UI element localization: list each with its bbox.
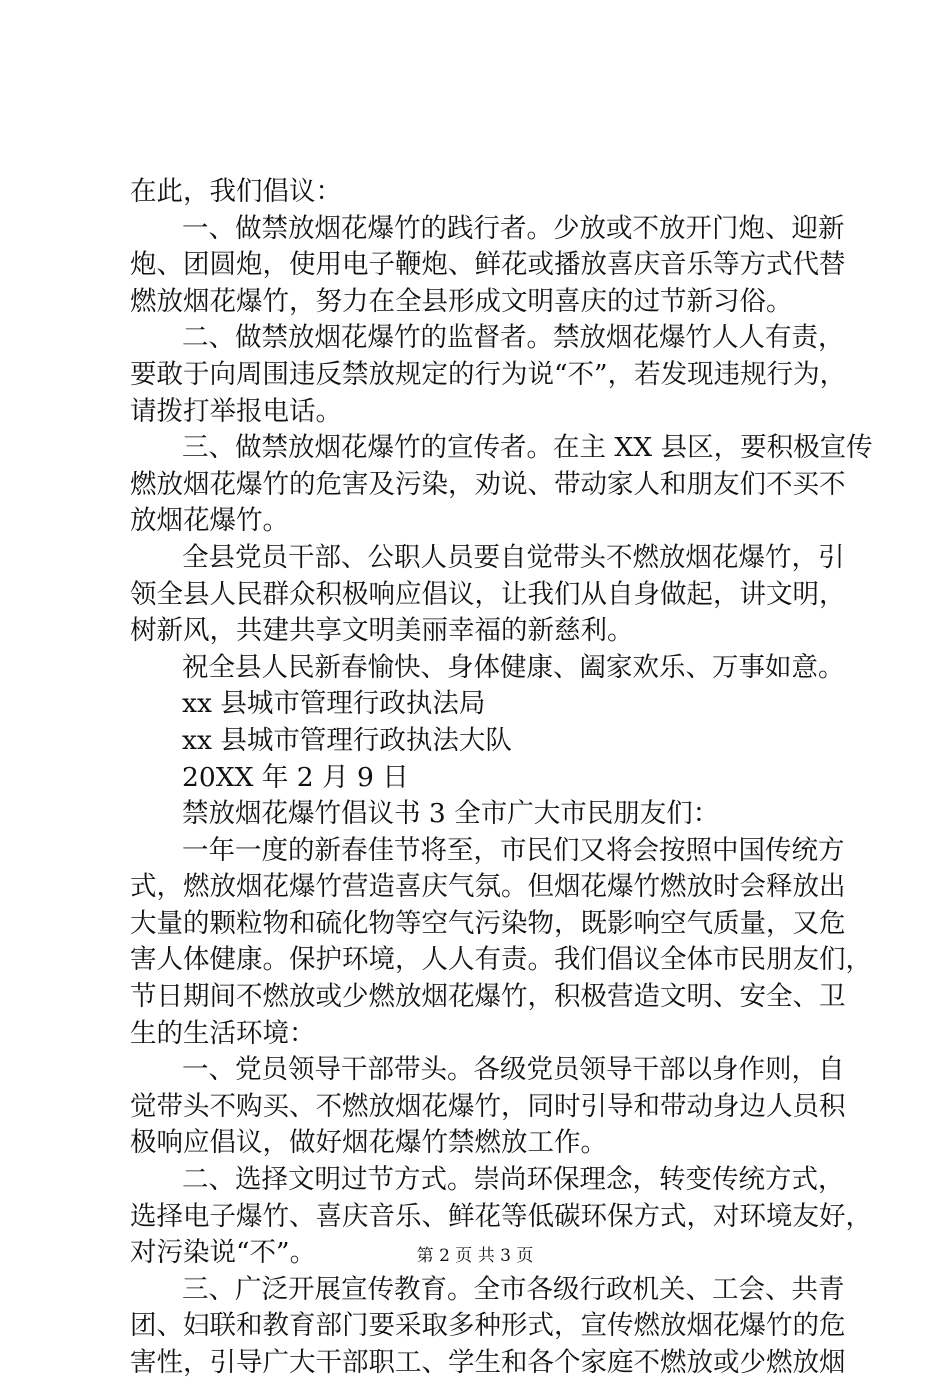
- document-body: [130, 174, 873, 1382]
- text-line: 禁放烟花爆竹倡议书 3 全市广大市民朋友们：: [182, 798, 720, 830]
- text-line: xx 县城市管理行政执法局: [182, 688, 486, 720]
- text-line: 害人体健康。保护环境，人人有责。我们倡议全体市民朋友们，: [130, 944, 872, 976]
- text-line: 燃放烟花爆竹的危害及污染，劝说、带动家人和朋友们不买不: [130, 468, 846, 500]
- text-line: 团、妇联和教育部门要采取多种形式，宣传燃放烟花爆竹的危: [130, 1310, 846, 1342]
- page-footer: 第 2 页 共 3 页: [416, 1246, 534, 1266]
- text-line: 二、做禁放烟花爆竹的监督者。禁放烟花爆竹人人有责，: [182, 322, 845, 354]
- text-line: 选择电子爆竹、喜庆音乐、鲜花等低碳环保方式，对环境友好，: [130, 1200, 872, 1232]
- text-line: 放烟花爆竹。: [130, 505, 289, 537]
- text-line: 一年一度的新春佳节将至，市民们又将会按照中国传统方: [182, 834, 845, 866]
- text-line: 觉带头不购买、不燃放烟花爆竹，同时引导和带动身边人员积: [130, 1090, 846, 1122]
- text-line: 大量的颗粒物和硫化物等空气污染物，既影响空气质量，又危: [130, 907, 846, 939]
- text-line: 三、做禁放烟花爆竹的宣传者。在主 XX 县区，要积极宣传: [182, 432, 873, 464]
- text-line: 树新风，共建共享文明美丽幸福的新慈利。: [130, 615, 634, 647]
- text-line: 三、广泛开展宣传教育。全市各级行政机关、工会、共青: [182, 1273, 845, 1305]
- text-line: 对污染说“不”。: [130, 1237, 317, 1269]
- text-line: 二、选择文明过节方式。崇尚环保理念，转变传统方式，: [182, 1164, 845, 1196]
- text-line: 在此，我们倡议：: [130, 176, 342, 207]
- text-line: 式，燃放烟花爆竹营造喜庆气氛。但烟花爆竹燃放时会释放出: [130, 871, 846, 903]
- text-line: 要敢于向周围违反禁放规定的行为说“不”，若发现违规行为，: [130, 358, 847, 390]
- text-line: xx 县城市管理行政执法大队: [182, 724, 512, 756]
- text-line: 炮、团圆炮，使用电子鞭炮、鲜花或播放喜庆音乐等方式代替: [130, 249, 846, 281]
- text-line: 祝全县人民新春愉快、身体健康、阖家欢乐、万事如意。: [182, 651, 845, 683]
- text-line: 节日期间不燃放或少燃放烟花爆竹，积极营造文明、安全、卫: [130, 981, 846, 1013]
- text-line: 生的生活环境：: [130, 1017, 316, 1049]
- text-line: 极响应倡议，做好烟花爆竹禁燃放工作。: [130, 1127, 607, 1159]
- text-line: 请拨打举报电话。: [130, 395, 342, 427]
- text-line: 燃放烟花爆竹，努力在全县形成文明喜庆的过节新习俗。: [130, 285, 793, 317]
- text-line: 害性，引导广大干部职工、学生和各个家庭不燃放或少燃放烟: [130, 1347, 846, 1378]
- text-line: 领全县人民群众积极响应倡议，让我们从自身做起，讲文明，: [130, 578, 846, 610]
- text-line: 20XX 年 2 月 9 日: [182, 761, 409, 793]
- text-line: 一、做禁放烟花爆竹的践行者。少放或不放开门炮、迎新: [182, 212, 845, 244]
- text-line: 一、党员领导干部带头。各级党员领导干部以身作则，自: [182, 1054, 845, 1086]
- text-line: 全县党员干部、公职人员要自觉带头不燃放烟花爆竹，引: [182, 541, 845, 573]
